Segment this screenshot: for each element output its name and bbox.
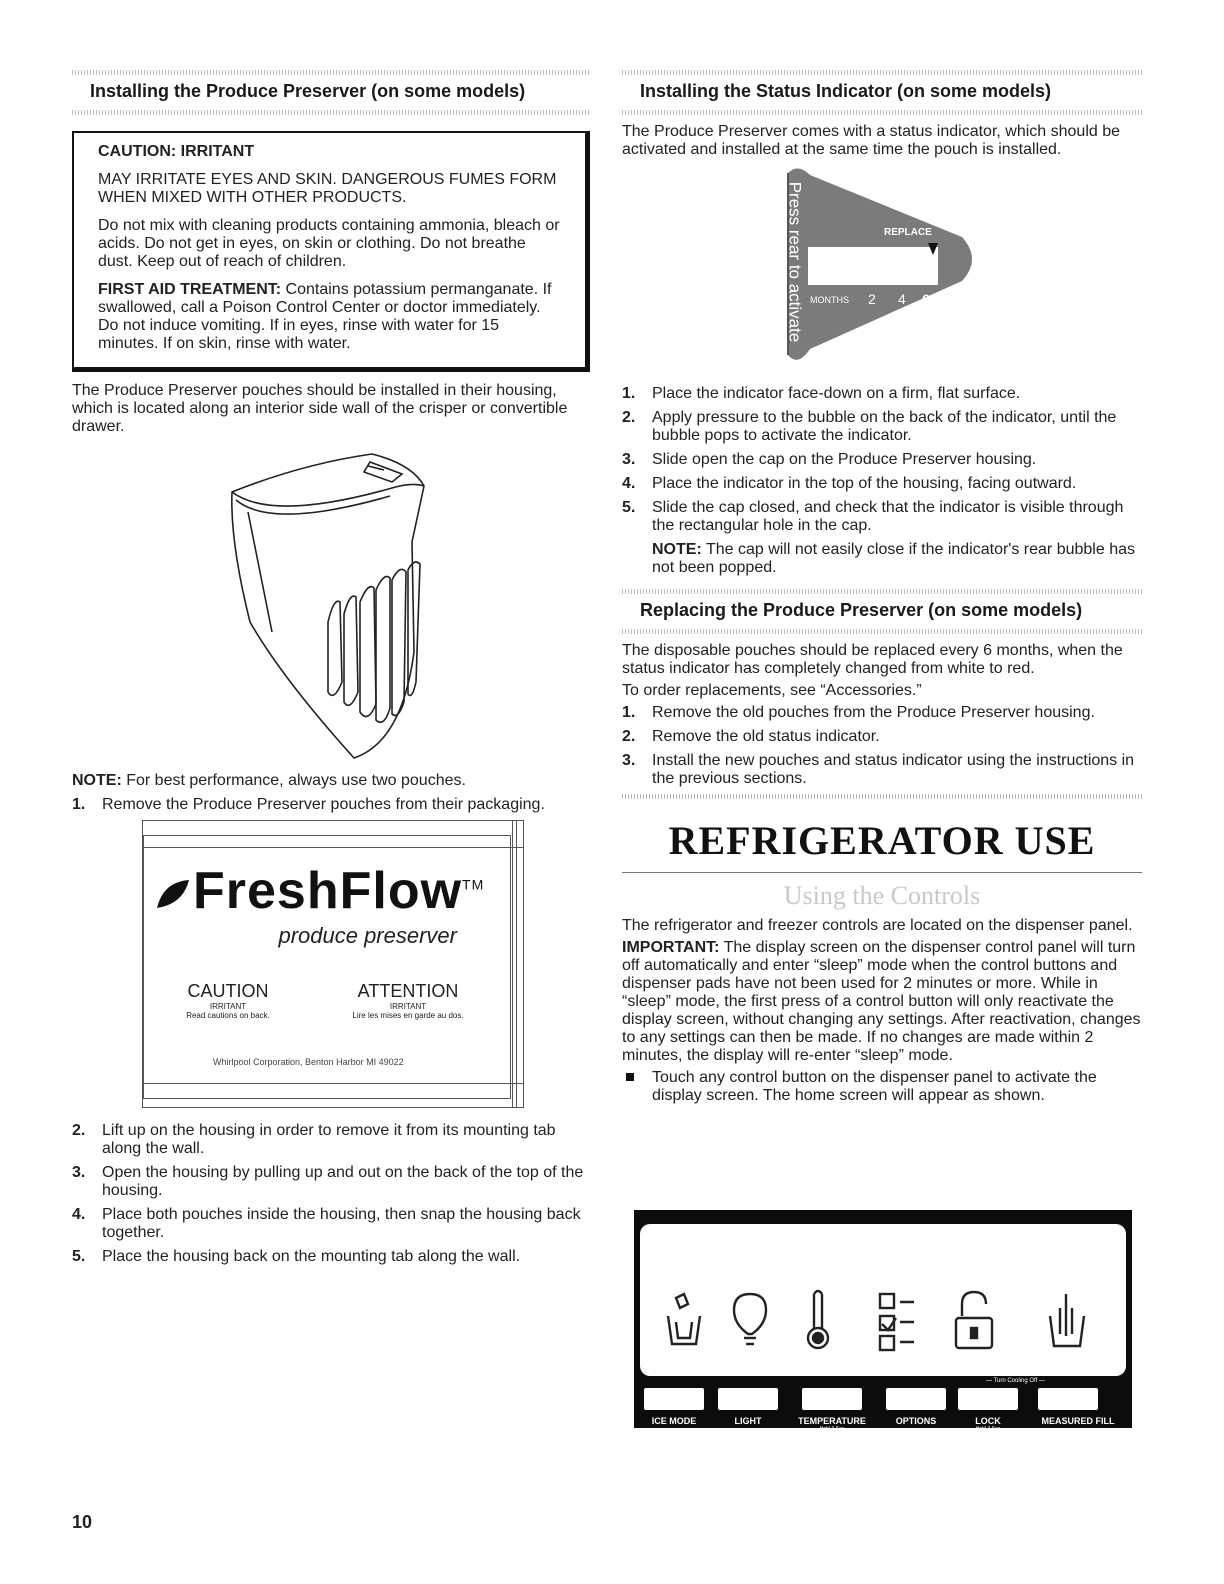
light-label: LIGHT [734, 1416, 762, 1426]
caution-box [72, 131, 590, 372]
list-item [622, 409, 1142, 445]
attention-sub: IRRITANT [389, 1002, 427, 1011]
lock-label [948, 1416, 1028, 1432]
status-intro: The Produce Preserver comes with a status indicator, which should be activated and installed at the same time the pouch is installed. [622, 123, 1121, 158]
important-label: IMPORTANT: [622, 939, 720, 956]
options-label: OPTIONS [895, 1416, 937, 1426]
list-item [622, 451, 1142, 469]
list-item [622, 704, 1142, 722]
step-text: Place the indicator in the top of the housing, facing outward. [652, 475, 1077, 492]
caution-sub: IRRITANT [209, 1002, 247, 1011]
options-icon [880, 1294, 914, 1350]
replace-label: REPLACE [884, 227, 932, 238]
list-item [72, 1122, 590, 1158]
list-item [72, 1248, 590, 1266]
step-text: Install the new pouches and status indicator using the instructions in the previous sections. [652, 752, 1135, 787]
caution-title: CAUTION: IRRITANT [98, 143, 255, 160]
step-text: Slide the cap closed, and check that the indicator is visible through the rectangular hole in the cap. [652, 499, 1124, 534]
note-label: NOTE: [72, 772, 122, 789]
step-text: Remove the old status indicator. [652, 728, 880, 745]
refrigerator-use-title: REFRIGERATOR USE [668, 818, 1096, 863]
step-text: Apply pressure to the bubble on the back of the indicator, until the bubble pops to activate the indicator. [652, 409, 1117, 444]
list-item [622, 728, 1142, 746]
caution-sub2: Read cautions on back. [186, 1011, 270, 1020]
step-number: 5. [622, 499, 636, 516]
thermometer-icon [808, 1291, 828, 1348]
step-text: Place the indicator face-down on a firm, flat surface. [652, 385, 1021, 402]
list-item [72, 796, 590, 814]
step-number: 1. [622, 385, 636, 402]
lock-icon [956, 1292, 992, 1348]
month-4: 4 [898, 291, 906, 307]
left-column [72, 70, 590, 1272]
step-text: Place the housing back on the mounting tab along the wall. [102, 1248, 521, 1265]
month-2: 2 [868, 291, 876, 307]
step-number: 5. [72, 1248, 86, 1265]
indicator-side-text-wrap [782, 167, 806, 357]
list-item [622, 385, 1142, 403]
home-screen-icons [640, 1224, 1126, 1376]
pouch-caution [163, 981, 293, 1020]
step-number: 2. [622, 728, 636, 745]
step-text: Slide open the cap on the Produce Preserver housing. [652, 451, 1037, 468]
important-text: The display screen on the dispenser control panel will turn off automatically and enter “sleep” mode when the control buttons and dispenser pads have not been used for 2 minutes or more. While in “sleep” mode, the first press of a control button will only reactivate the display screen, without changing any settings. After reactivation, changes to any settings can then be made. If no changes are made within 2 minutes, the display will re-enter “sleep” mode. [622, 939, 1141, 1064]
options-button[interactable] [886, 1388, 946, 1410]
pouch-subtitle: produce preserver [278, 923, 457, 948]
step-number: 4. [622, 475, 636, 492]
step-number: 3. [622, 451, 636, 468]
months-label: MONTHS [810, 295, 849, 305]
step-number: 3. [72, 1164, 86, 1181]
first-aid-label: FIRST AID TREATMENT: [98, 281, 282, 298]
indicator-side-text: Press rear to activate [785, 181, 804, 343]
lock-hold: Hold 3 Sec [975, 1426, 1001, 1432]
month-6: 6 [922, 291, 930, 307]
divider [622, 794, 1142, 799]
produce-intro: The Produce Preserver pouches should be installed in their housing, which is located along an interior side wall of the crisper or convertible drawer. [72, 382, 568, 435]
ice-mode-button[interactable] [644, 1388, 704, 1410]
trademark: TM [462, 876, 485, 893]
step-number: 2. [622, 409, 636, 426]
housing-illustration [72, 442, 590, 772]
turn-cooling-off-label: ⎯⎯ Turn Cooling Off ⎯⎯ [986, 1378, 1045, 1384]
freshflow-logo [153, 861, 484, 921]
step-list [72, 796, 590, 814]
step-text: Open the housing by pulling up and out on the back of the top of the housing. [102, 1164, 584, 1199]
dispenser-panel [634, 1210, 1132, 1432]
step-number: 1. [622, 704, 636, 721]
temperature-hold: Hold 3 Sec [819, 1426, 845, 1432]
controls-intro: The refrigerator and freezer controls are located on the dispenser panel. [622, 917, 1133, 934]
first-aid [98, 281, 561, 353]
list-item [622, 499, 1142, 535]
step-number: 1. [72, 796, 86, 813]
step-number: 3. [622, 752, 636, 769]
using-controls-title: Using the Controls [783, 881, 981, 910]
turn-cooling-off-text: Turn Cooling Off [993, 1378, 1038, 1384]
note-label: NOTE: [652, 541, 702, 558]
replace-order: To order replacements, see “Accessories.” [622, 682, 922, 699]
note-text: The cap will not easily close if the indicator's rear bubble has not been popped. [652, 541, 1135, 576]
status-step-list [622, 385, 1142, 535]
temperature-button[interactable] [802, 1388, 862, 1410]
light-icon [734, 1294, 766, 1344]
display-screen [640, 1224, 1126, 1376]
light-button[interactable] [718, 1388, 778, 1410]
measured-fill-icon [1050, 1294, 1084, 1346]
lock-button[interactable] [958, 1388, 1018, 1410]
attention-sub2: Lire les mises en garde au dos. [352, 1011, 464, 1020]
produce-preserver-heading: Installing the Produce Preserver (on some models) [90, 81, 526, 101]
divider [72, 110, 590, 115]
bullet-square [626, 1073, 634, 1081]
measured-fill-label: MEASURED FILL [1041, 1416, 1115, 1426]
pouch-maker: Whirlpool Corporation, Benton Harbor MI 49022 [213, 1057, 404, 1067]
page-number: 10 [72, 1512, 93, 1532]
step-text: Place both pouches inside the housing, then snap the housing back together. [102, 1206, 581, 1241]
temperature-text: TEMPERATURE [798, 1416, 866, 1426]
caution-word: CAUTION [187, 981, 269, 1001]
step-number: 4. [72, 1206, 86, 1223]
bullet-item [622, 1069, 1142, 1105]
ice-icon [668, 1294, 700, 1344]
step-text: Lift up on the housing in order to remove it from its mounting tab along the wall. [102, 1122, 556, 1157]
important-note [622, 939, 1142, 1065]
replace-step-list [622, 704, 1142, 788]
step-list [72, 1122, 590, 1266]
first-aid-text: Contains potassium permanganate. If swallowed, call a Poison Control Center or doctor immediately. Do not induce vomiting. If in eyes, rinse with water for 15 minutes. If on skin, rinse with water. [98, 281, 552, 352]
list-item [622, 752, 1142, 788]
attention-word: ATTENTION [357, 981, 459, 1001]
title-rule [622, 872, 1142, 873]
produce-note [72, 772, 590, 790]
status-indicator-illustration [622, 159, 1142, 375]
pouch-attention [323, 981, 493, 1020]
status-note [622, 541, 1142, 577]
step-text: Remove the old pouches from the Produce Preserver housing. [652, 704, 1095, 721]
list-item [72, 1164, 590, 1200]
caution-warning: MAY IRRITATE EYES AND SKIN. DANGEROUS FUMES FORM WHEN MIXED WITH OTHER PRODUCTS. [98, 171, 557, 206]
replace-intro: The disposable pouches should be replaced every 6 months, when the status indicator has completely changed from white to red. [622, 642, 1123, 677]
ice-mode-label: ICE MODE [651, 1416, 697, 1426]
list-item [72, 1206, 590, 1242]
brand-name: FreshFlow [193, 862, 463, 920]
caution-body: Do not mix with cleaning products containing ammonia, bleach or acids. Do not get in eyes, on skin or clothing. Do not breathe dust. Keep out of reach of children. [98, 217, 560, 270]
step-text: Remove the Produce Preserver pouches from their packaging. [102, 796, 545, 813]
replacing-heading: Replacing the Produce Preserver (on some models) [640, 600, 1083, 620]
step-number: 2. [72, 1122, 86, 1139]
bullet-text: Touch any control button on the dispenser panel to activate the display screen. The home screen will appear as shown. [652, 1069, 1097, 1104]
right-column [622, 70, 1142, 1105]
pouch-illustration [142, 820, 524, 1108]
leaf-icon [153, 874, 193, 914]
status-indicator-heading: Installing the Status Indicator (on some models) [640, 81, 1052, 101]
indicator-shape [622, 159, 1142, 375]
temperature-label [792, 1416, 872, 1432]
divider [622, 110, 1142, 115]
lock-text: LOCK [975, 1416, 1001, 1426]
list-item [622, 475, 1142, 493]
note-text: For best performance, always use two pouches. [121, 772, 466, 789]
measured-fill-button[interactable] [1038, 1388, 1098, 1410]
divider [622, 629, 1142, 634]
